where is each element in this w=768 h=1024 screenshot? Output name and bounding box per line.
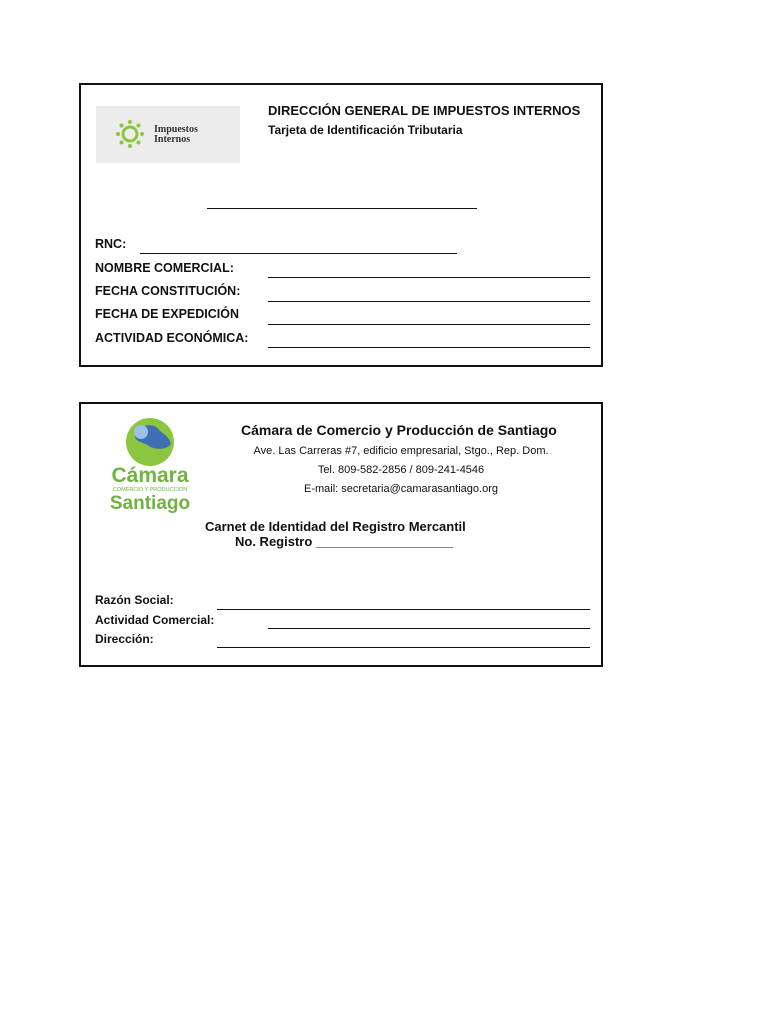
- actividad-economica-field[interactable]: [268, 347, 590, 348]
- logo-small: COMERCIO Y PRODUCCIÓN: [112, 487, 188, 493]
- camara-phone: Tel. 809-582-2856 / 809-241-4546: [317, 464, 485, 476]
- tarjeta-tributaria-card: [79, 83, 603, 367]
- rnc-label: RNC:: [95, 237, 127, 251]
- sun-logo-icon: [114, 120, 150, 150]
- camara-email: E-mail: secretaria@camarasantiago.org: [304, 483, 498, 495]
- fecha-expedicion-label: FECHA DE EXPEDICIÓN: [95, 307, 240, 321]
- name-line: [207, 208, 477, 209]
- camara-comercio-card: [79, 402, 603, 667]
- actividad-comercial-field[interactable]: [268, 628, 590, 629]
- card-title: DIRECCIÓN GENERAL DE IMPUESTOS INTERNOS: [268, 103, 581, 118]
- impuestos-internos-logo: [96, 106, 240, 163]
- direccion-label: Dirección:: [95, 632, 154, 646]
- logo-word2: Santiago: [109, 493, 191, 514]
- camara-address: Ave. Las Carreras #7, edificio empresarial, Stgo., Rep. Dom.: [253, 445, 549, 457]
- logo-word1: Cámara: [111, 464, 189, 487]
- fecha-constitucion-label: FECHA CONSTITUCIÓN:: [95, 284, 241, 298]
- razon-social-label: Razón Social:: [95, 593, 174, 607]
- camara-logo: [105, 416, 195, 521]
- direccion-field[interactable]: [217, 647, 590, 648]
- logo-text-line1: Impuestos: [154, 124, 198, 135]
- logo-text: [154, 125, 198, 145]
- camara-title: Cámara de Comercio y Producción de Santiago: [241, 422, 557, 438]
- fecha-constitucion-field[interactable]: [268, 301, 590, 302]
- registro-label: No. Registro ___________________: [235, 534, 454, 549]
- actividad-economica-label: ACTIVIDAD ECONÓMICA:: [95, 331, 249, 345]
- razon-social-field[interactable]: [217, 609, 590, 610]
- actividad-comercial-label: Actividad Comercial:: [95, 613, 215, 627]
- card-subtitle: Tarjeta de Identificación Tributaria: [268, 123, 463, 137]
- carnet-title: Carnet de Identidad del Registro Mercantil: [205, 519, 466, 534]
- camara-logo-icon: [105, 416, 195, 516]
- logo-text-line2: Internos: [154, 134, 191, 145]
- nombre-comercial-field[interactable]: [268, 277, 590, 278]
- rnc-field[interactable]: [140, 253, 457, 254]
- nombre-comercial-label: NOMBRE COMERCIAL:: [95, 261, 234, 275]
- fecha-expedicion-field[interactable]: [268, 324, 590, 325]
